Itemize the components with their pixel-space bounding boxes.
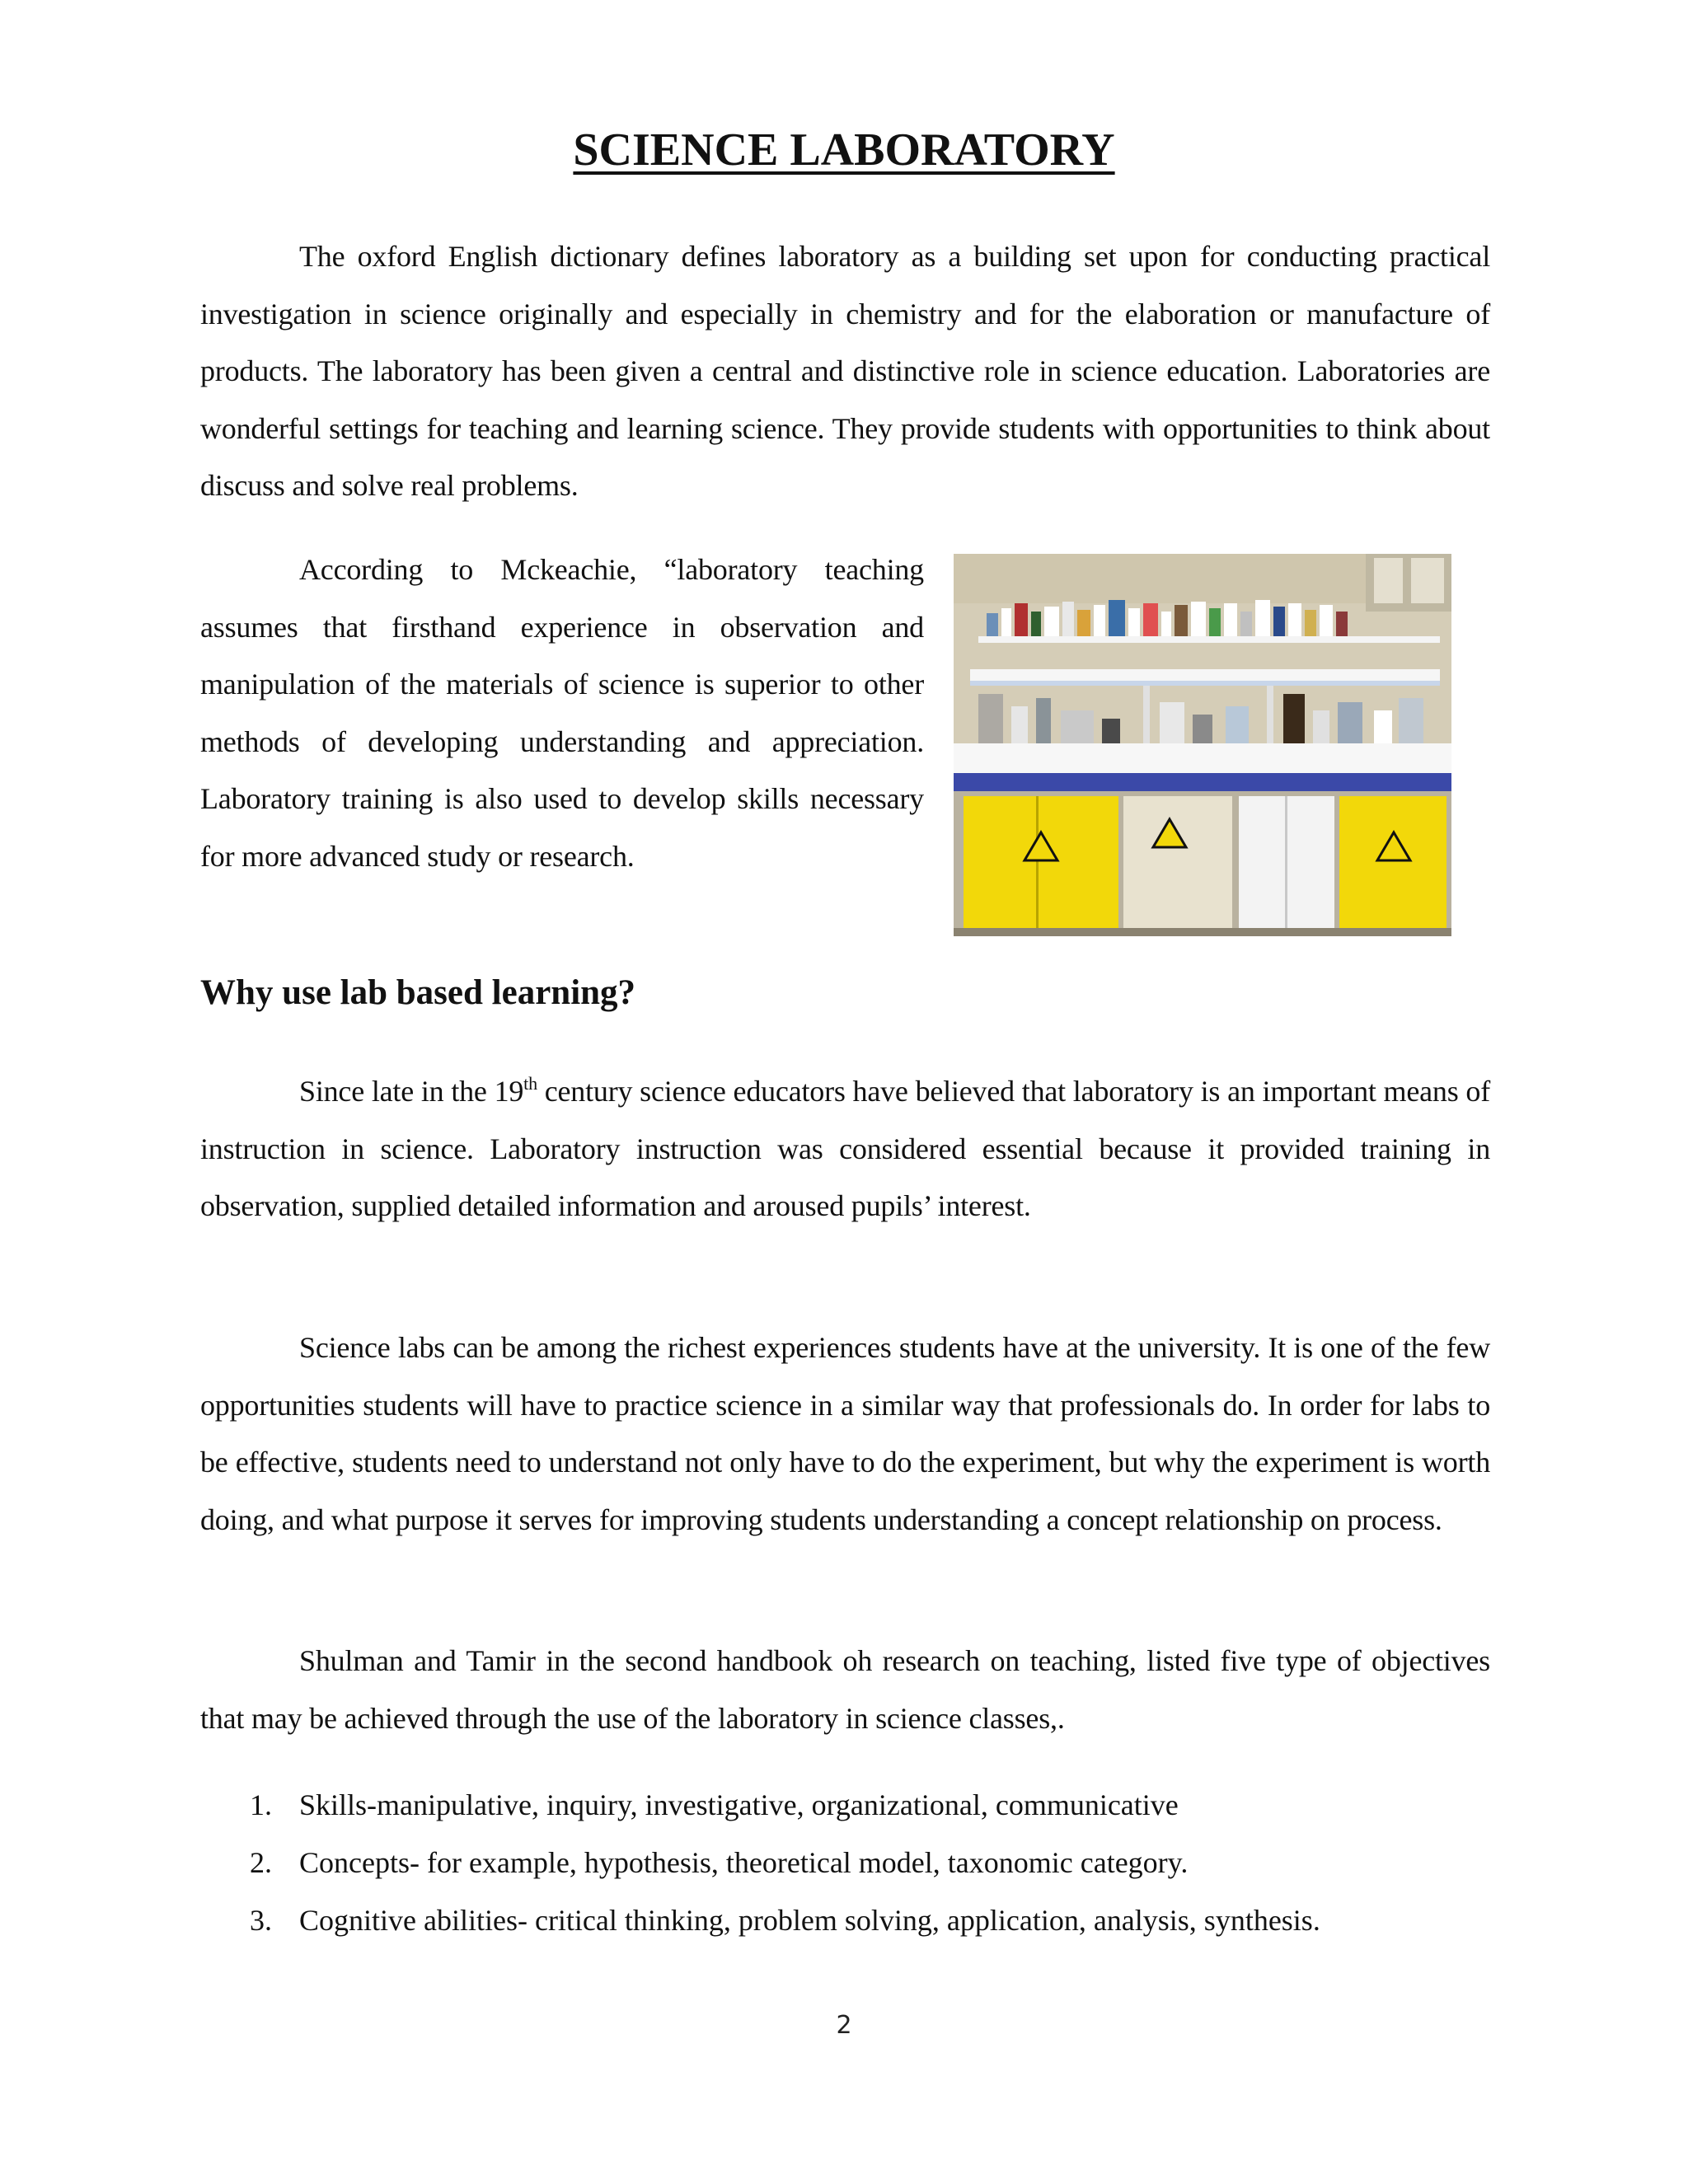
- list-item-number: 1.: [250, 1788, 272, 1821]
- list-item: [200, 1834, 1519, 1891]
- list-item-number: 2.: [250, 1846, 272, 1879]
- list-item: [200, 1891, 1519, 1949]
- page-number: 2: [836, 2011, 852, 2040]
- superscript-th: th: [523, 1073, 537, 1094]
- paragraph-science-labs: Science labs can be among the richest experiences students have at the university. It is one of the few opportunities students will have to practice science in a similar way that professionals do. In order for labs to be effective, students need to understand not only have to do the experiment, but why the experiment is worth doing, and what purpose it serves for improving students understanding a concept relationship on process.: [200, 1331, 1490, 1536]
- section-heading: Why use lab based learning?: [200, 973, 636, 1012]
- paragraph-shulman-tamir: Shulman and Tamir in the second handbook oh research on teaching, listed five type of objectives that may be achieved through the use of the laboratory in science classes,.: [200, 1644, 1490, 1735]
- paragraph-mckeachie: According to Mckeachie, “laboratory teaching assumes that firsthand experience in observation and manipulation of the materials of science is superior to other methods of developing understanding and appreciation. Laboratory training is also used to develop skills necessary for more advanced study or research.: [200, 553, 924, 873]
- list-item-text: Concepts- for example, hypothesis, theoretical model, taxonomic category.: [299, 1846, 1189, 1879]
- paragraph-history: [200, 1063, 1490, 1235]
- list-item-text: Skills-manipulative, inquiry, investigative, organizational, communicative: [299, 1788, 1179, 1821]
- page-title: SCIENCE LABORATORY: [573, 124, 1115, 176]
- list-item-number: 3.: [250, 1904, 272, 1937]
- paragraph-history-start: Since late in the 19: [299, 1075, 524, 1108]
- paragraph-definition: The oxford English dictionary defines laboratory as a building set upon for conducting practical investigation in science originally and especially in chemistry and for the elaboration or manufacture of products. The laboratory has been given a central and distinctive role in science education. Laboratories are wonderful settings for teaching and learning science. They provide students with opportunities to think about discuss and solve real problems.: [200, 240, 1490, 502]
- paragraph-history-rest: century science educators have believed that laboratory is an important means of instruction in science. Laboratory instruction was considered essential because it provided training in observation, supplied detailed information and aroused pupils’ interest.: [200, 1075, 1490, 1222]
- laboratory-photo: [954, 554, 1451, 936]
- list-item-text: Cognitive abilities- critical thinking, problem solving, application, analysis, synthesis.: [299, 1904, 1320, 1937]
- list-item: [200, 1776, 1519, 1834]
- objectives-list: [200, 1776, 1519, 1949]
